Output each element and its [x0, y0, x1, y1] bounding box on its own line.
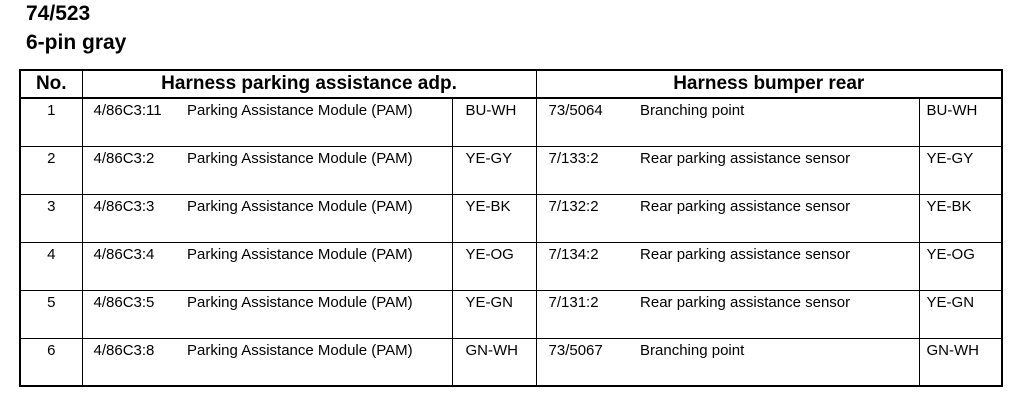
cell-right-wire-color: YE-BK	[919, 194, 1002, 242]
cell-left-connector: 4/86C3:8	[93, 341, 155, 359]
connector-description: 6-pin gray	[26, 31, 127, 54]
header-right-harness: Harness bumper rear	[536, 70, 1002, 98]
cell-left-connector: 4/86C3:3	[82, 194, 185, 242]
cell-right-connector: 73/5064	[536, 98, 638, 146]
cell-left-wire-color: YE-GY	[452, 146, 536, 194]
pinout-table	[19, 69, 1003, 387]
cell-right-wire-color: GN-WH	[919, 338, 1002, 386]
connector-id: 74/523	[26, 2, 91, 25]
cell-right-connector: 73/5067	[548, 341, 603, 359]
cell-right-component: Rear parking assistance sensor	[638, 290, 919, 338]
table-row	[20, 98, 1002, 146]
cell-left-wire-color: YE-GN	[452, 290, 536, 338]
cell-right-connector: 7/131:2	[536, 290, 638, 338]
cell-no: 6	[20, 338, 82, 386]
header-left-harness: Harness parking assistance adp.	[82, 70, 536, 98]
table-row	[20, 242, 1002, 290]
cell-right-component: Branching point	[638, 98, 919, 146]
cell-no: 1	[20, 98, 82, 146]
cell-right-connector: 7/133:2	[536, 146, 638, 194]
cell-right-wire-color: BU-WH	[919, 98, 1002, 146]
cell-left-wire-color: GN-WH	[452, 338, 536, 386]
cell-left-component: Parking Assistance Module (PAM)	[185, 194, 452, 242]
cell-left-wire-color: YE-BK	[452, 194, 536, 242]
cell-right-component: Rear parking assistance sensor	[638, 146, 919, 194]
header-no: No.	[20, 70, 82, 98]
cell-left-component: Parking Assistance Module (PAM)	[185, 242, 452, 290]
cell-right-component: Branching point	[640, 341, 745, 359]
cell-left-component: Parking Assistance Module (PAM)	[185, 290, 452, 338]
cell-left-component: Parking Assistance Module (PAM)	[185, 98, 452, 146]
cell-left-component: Parking Assistance Module (PAM)	[185, 146, 452, 194]
cell-left-component: Parking Assistance Module (PAM)	[187, 341, 413, 359]
table-body	[20, 98, 1002, 386]
table-row	[20, 194, 1002, 242]
table-row	[20, 290, 1002, 338]
cell-right-component: Rear parking assistance sensor	[638, 194, 919, 242]
cell-right-wire-color: YE-OG	[919, 242, 1002, 290]
cell-right-connector: 7/134:2	[536, 242, 638, 290]
cell-left-wire-color: YE-OG	[452, 242, 536, 290]
cell-no: 2	[20, 146, 82, 194]
table-row	[20, 338, 1002, 386]
cell-left-connector: 4/86C3:5	[82, 290, 185, 338]
cell-right-component: Rear parking assistance sensor	[638, 242, 919, 290]
cell-left-connector: 4/86C3:2	[82, 146, 185, 194]
cell-left-connector: 4/86C3:11	[82, 98, 185, 146]
cell-right-connector: 7/132:2	[536, 194, 638, 242]
cell-no: 3	[20, 194, 82, 242]
cell-no: 5	[20, 290, 82, 338]
cell-no: 4	[20, 242, 82, 290]
cell-left-connector: 4/86C3:4	[82, 242, 185, 290]
cell-right-wire-color: YE-GY	[919, 146, 1002, 194]
table-row	[20, 146, 1002, 194]
cell-right-wire-color: YE-GN	[919, 290, 1002, 338]
table-header-row	[20, 70, 1002, 98]
cell-left-wire-color: BU-WH	[452, 98, 536, 146]
